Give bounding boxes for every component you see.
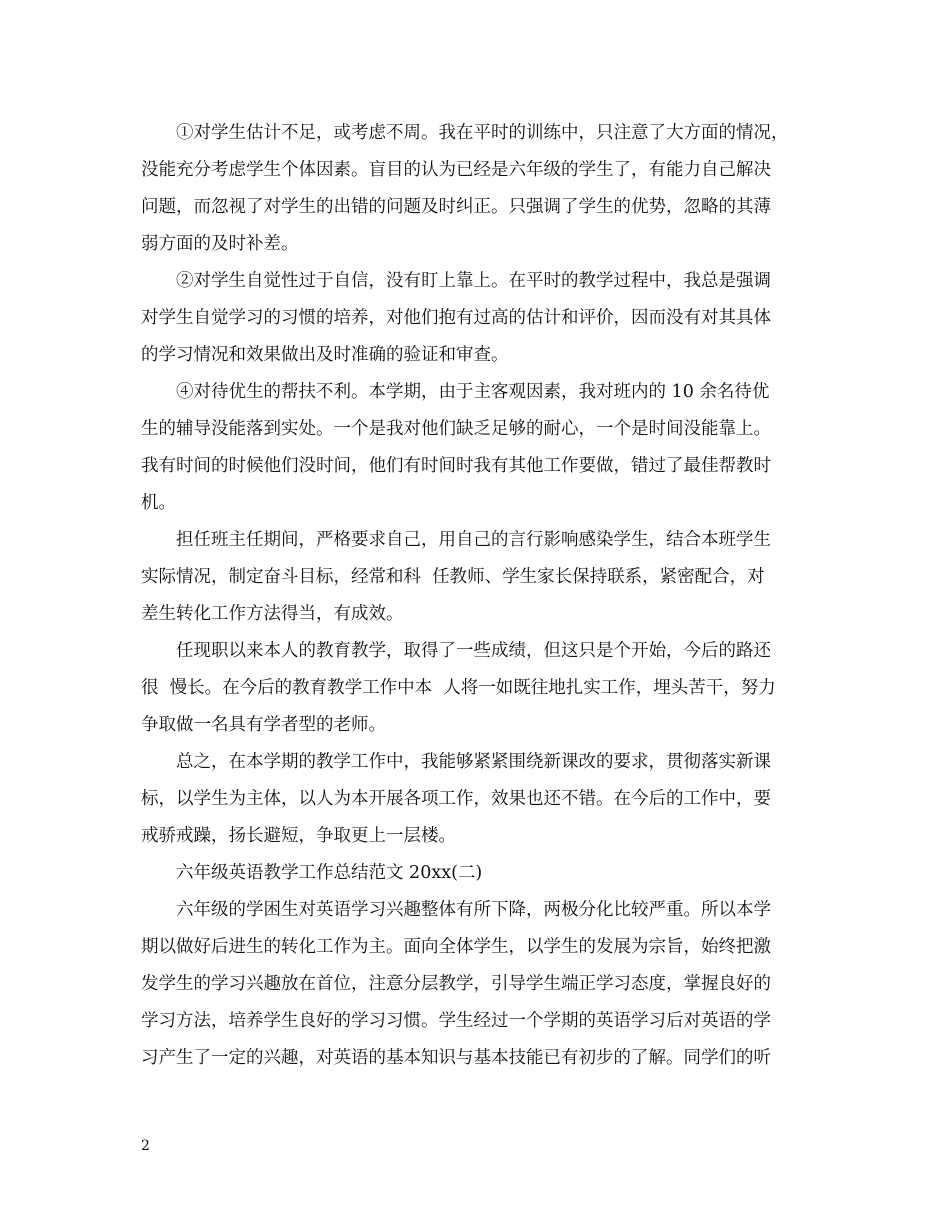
paragraph-line: 问题，而忽视了对学生的出错的问题及时纠正。只强调了学生的优势，忽略的其薄 <box>141 197 771 217</box>
paragraph-line: 担任班主任期间，严格要求自己，用自己的言行影响感染学生，结合本班学生 <box>176 530 771 550</box>
paragraph-6 <box>141 744 841 855</box>
paragraph-line: 对学生自觉学习的习惯的培养，对他们抱有过高的估计和评价，因而没有对其具体 <box>141 308 771 328</box>
paragraph-line: 期以做好后进生的转化工作为主。面向全体学生，以学生的发展为宗旨，始终把激 <box>141 937 771 957</box>
paragraph-4 <box>141 522 841 633</box>
paragraph-line: 机。 <box>141 493 176 513</box>
paragraph-line: 的学习情况和效果做出及时准确的验证和审查。 <box>141 345 509 365</box>
paragraph-line: 任现职以来本人的教育教学，取得了一些成绩，但这只是个开始，今后的路还 <box>176 641 771 661</box>
body-text <box>141 115 841 1077</box>
paragraph-line: ①对学生估计不足，或考虑不周。我在平时的训练中，只注意了大方面的情况， <box>176 123 789 143</box>
paragraph-2 <box>141 263 841 374</box>
paragraph-line: 总之，在本学期的教学工作中，我能够紧紧围绕新课改的要求，贯彻落实新课 <box>176 752 771 772</box>
paragraph-3 <box>141 374 841 522</box>
paragraph-line: 争取做一名具有学者型的老师。 <box>141 715 386 735</box>
paragraph-line: ②对学生自觉性过于自信，没有盯上靠上。在平时的教学过程中，我总是强调 <box>176 271 771 291</box>
paragraph-line: 标，以学生为主体，以人为本开展各项工作，效果也还不错。在今后的工作中，要 <box>141 789 771 809</box>
paragraph-line: 弱方面的及时补差。 <box>141 234 299 254</box>
paragraph-7 <box>141 892 841 1077</box>
paragraph-line: 发学生的学习兴趣放在首位，注意分层教学，引导学生端正学习态度，掌握良好的 <box>141 974 771 994</box>
section-title: 六年级英语教学工作总结范文 20xx(二) <box>176 863 483 883</box>
paragraph-line: 很 慢长。在今后的教育教学工作中本 人将一如既往地扎实工作，埋头苦干，努力 <box>141 678 776 698</box>
paragraph-line: 差生转化工作方法得当，有成效。 <box>141 604 404 624</box>
section-heading <box>141 855 841 892</box>
paragraph-line: 学习方法，培养学生良好的学习习惯。学生经过一个学期的英语学习后对英语的学 <box>141 1011 771 1031</box>
paragraph-line: 实际情况，制定奋斗目标，经常和科 任教师、学生家长保持联系，紧密配合，对 <box>141 567 765 587</box>
paragraph-5 <box>141 633 841 744</box>
paragraph-line: 六年级的学困生对英语学习兴趣整体有所下降，两极分化比较严重。所以本学 <box>176 900 771 920</box>
paragraph-line: 习产生了一定的兴趣，对英语的基本知识与基本技能已有初步的了解。同学们的听 <box>141 1048 771 1068</box>
page-number: 2 <box>141 1138 150 1154</box>
paragraph-line: ④对待优生的帮扶不利。本学期，由于主客观因素，我对班内的 10 余名待优 <box>176 382 770 402</box>
paragraph-line: 戒骄戒躁，扬长避短，争取更上一层楼。 <box>141 826 456 846</box>
paragraph-line: 生的辅导没能落到实处。一个是我对他们缺乏足够的耐心，一个是时间没能靠上。 <box>141 419 771 439</box>
paragraph-1 <box>141 115 841 263</box>
paragraph-line: 没能充分考虑学生个体因素。盲目的认为已经是六年级的学生了，有能力自己解决 <box>141 160 771 180</box>
paragraph-line: 我有时间的时候他们没时间，他们有时间时我有其他工作要做，错过了最佳帮教时 <box>141 456 771 476</box>
